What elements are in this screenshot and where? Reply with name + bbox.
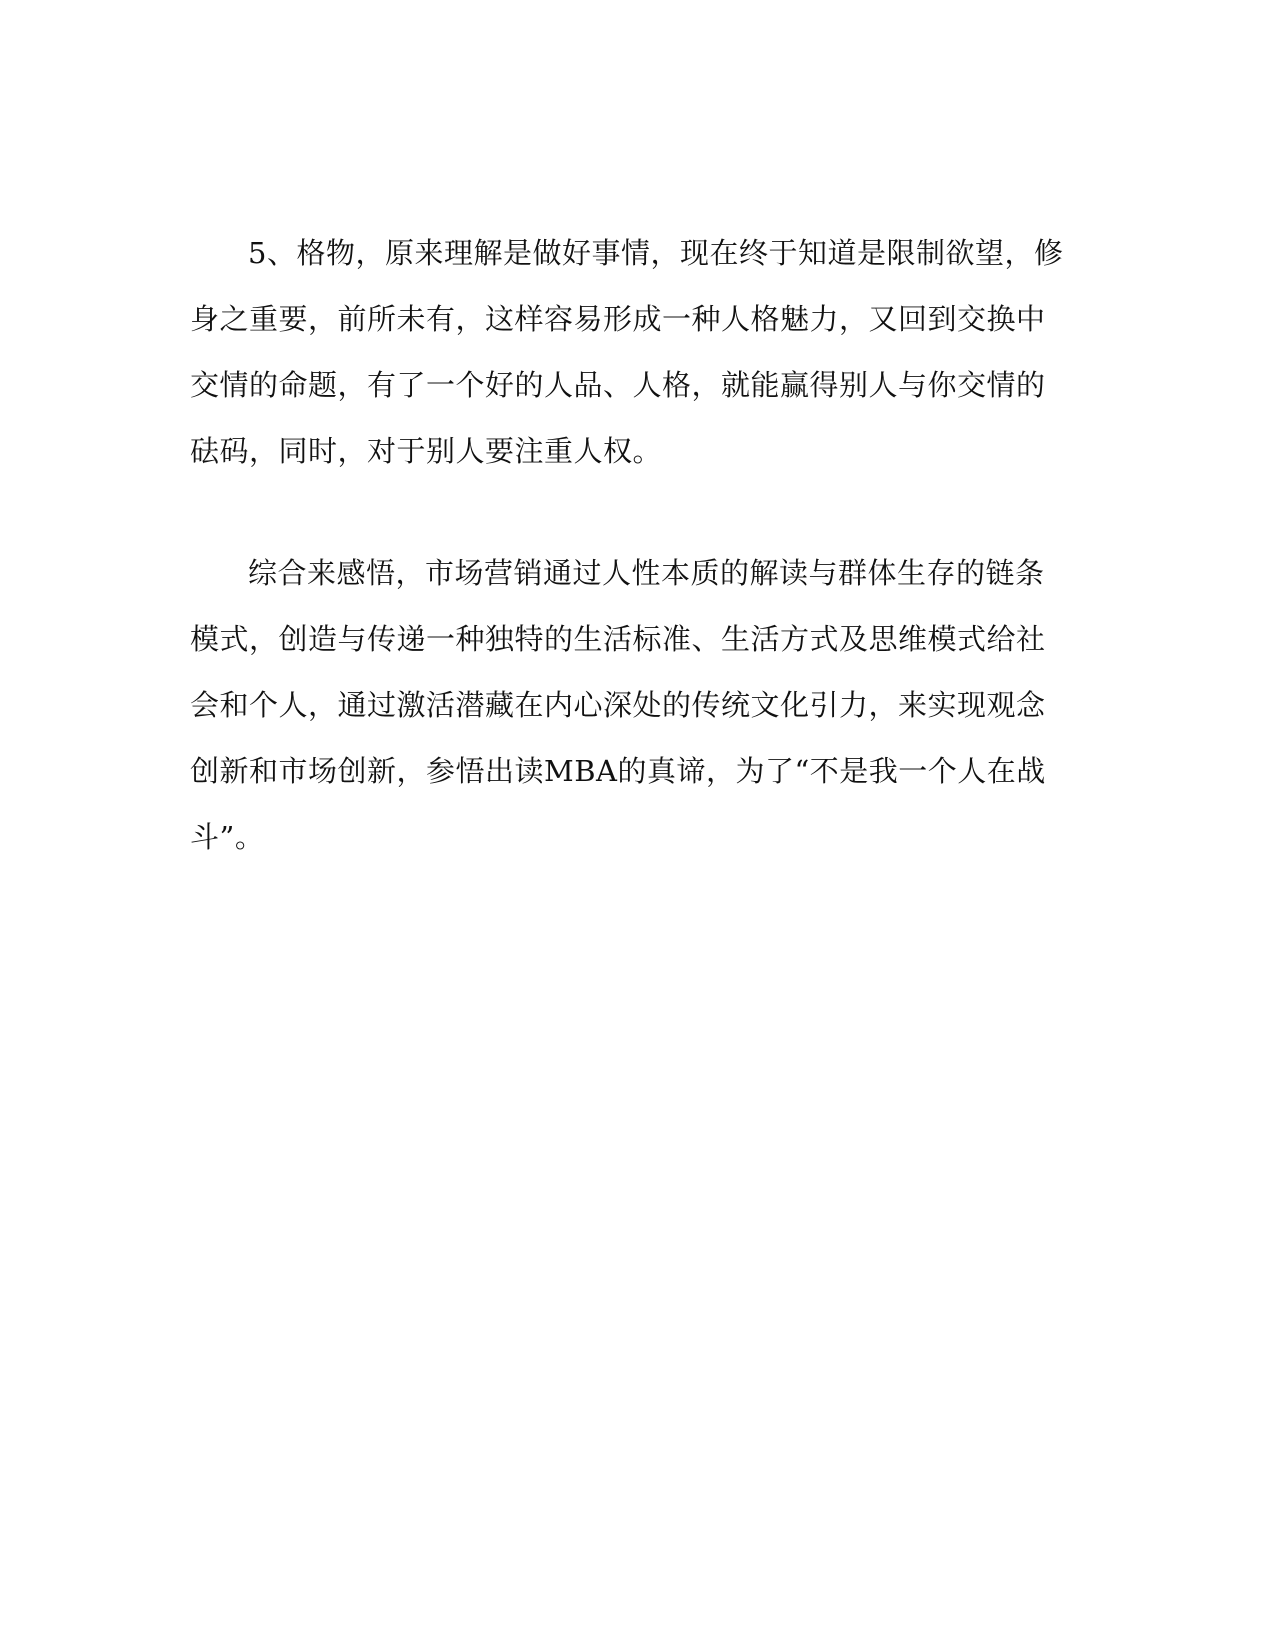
paragraph-summary: 综合来感悟，市场营销通过人性本质的解读与群体生存的链条模式，创造与传递一种独特的生活标准、生活方式及思维模式给社会和个人，通过激活潜藏在内心深处的传统文化引力，来实现观念创新和市场创新，参悟出读MBA的真谛，为了“不是我一个人在战斗”。 xyxy=(190,556,1046,854)
paragraph-gewu: 5、格物，原来理解是做好事情，现在终于知道是限制欲望，修身之重要，前所未有，这样容易形成一种人格魅力，又回到交换中交情的命题，有了一个好的人品、人格，就能赢得别人与你交情的砝码，同时，对于别人要注重人权。 xyxy=(190,236,1064,468)
